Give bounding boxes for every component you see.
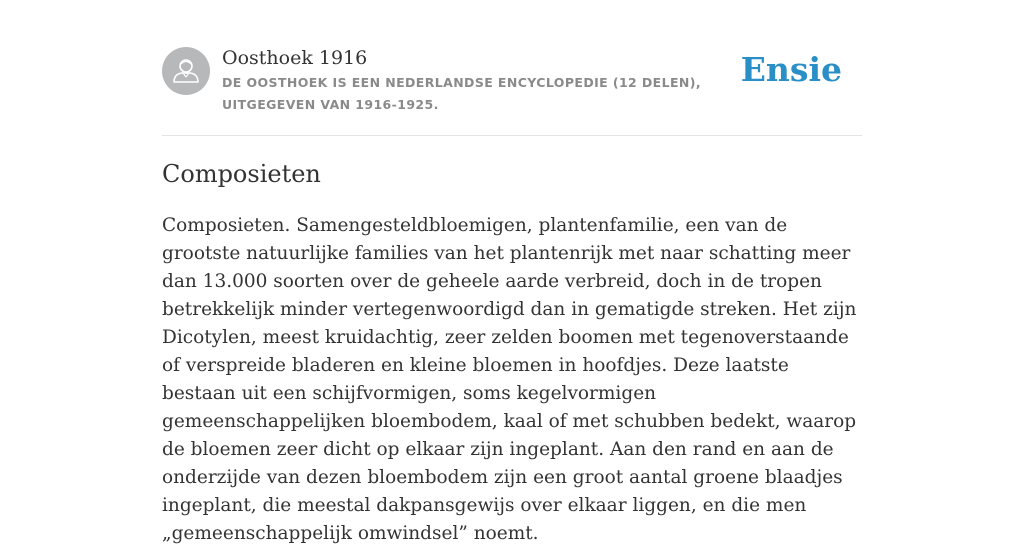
person-icon (162, 47, 210, 95)
source-title[interactable]: Oosthoek 1916 (222, 47, 368, 69)
header-divider (162, 135, 862, 136)
brand-logo-link[interactable]: Ensie (740, 50, 842, 89)
article-body: Composieten. Samengesteldbloemigen, plantenfamilie, een van de grootste natuurlijke families van het plantenrijk met naar schatting meer dan 13.000 soorten over de geheele aarde verbreid, doch in de tropen betrekkelijk minder vertegenwoordigd dan in gematigde streken. Het zijn Dicotylen, meest kruidachtig, zeer zelden boomen met tegenoverstaande of verspreide bladeren en kleine bloemen in hoofdjes. Deze laatste bestaan uit een schijfvormigen, soms kegelvormigen gemeenschappelijken bloembodem, kaal of met schubben bedekt, waarop de bloemen zeer dicht op elkaar zijn ingeplant. Aan den rand en aan de onderzijde van dezen bloembodem zijn een groot aantal groene blaadjes ingeplant, die meestal dakpansgewijs over elkaar liggen, en die men „gemeenschappelijk omwindsel” noemt. (162, 215, 857, 544)
article-title: Composieten (162, 160, 321, 188)
source-description: DE OOSTHOEK IS EEN NEDERLANDSE ENCYCLOPEDIE (12 DELEN), UITGEGEVEN VAN 1916-1925. (222, 75, 702, 112)
source-header (162, 46, 862, 118)
